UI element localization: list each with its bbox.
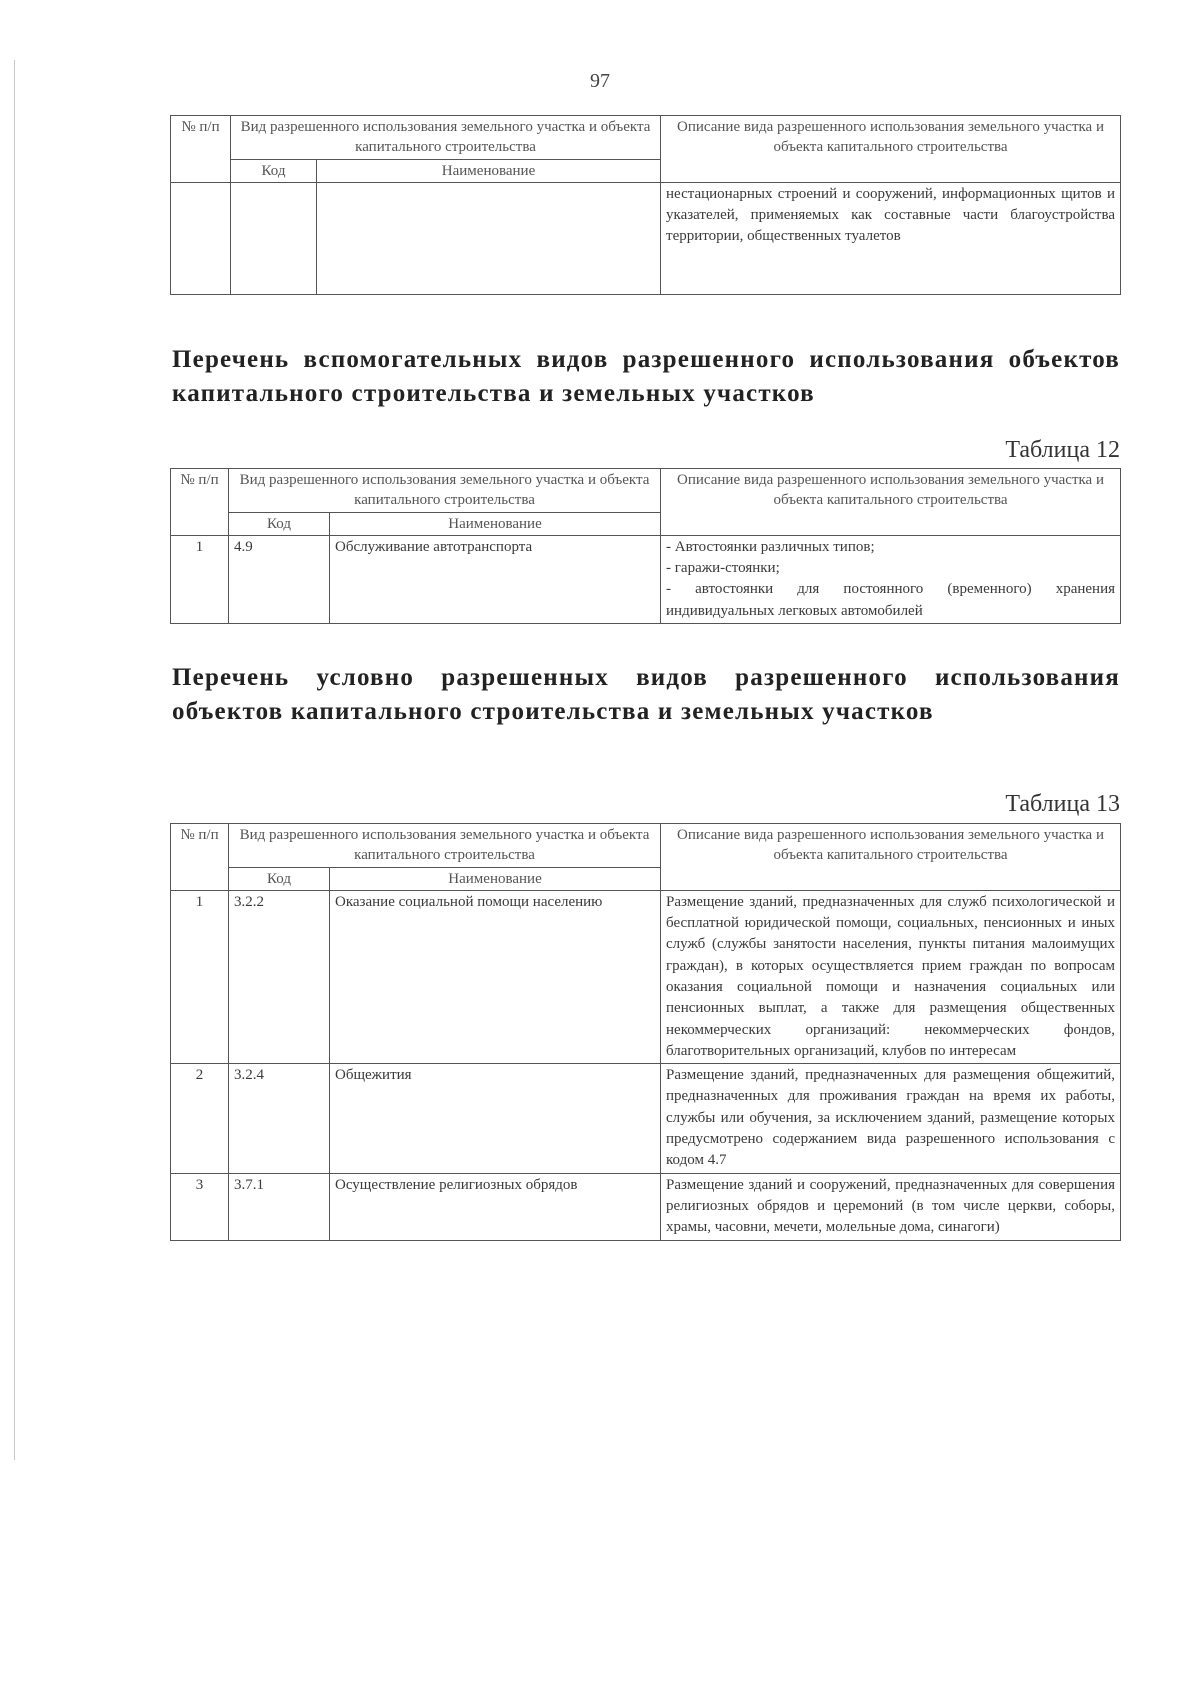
row-number: 1 [171, 890, 229, 1063]
row-name: Общежития [330, 1064, 661, 1173]
page-number: 97 [590, 70, 610, 92]
row-number [171, 182, 231, 294]
header-description: Описание вида разрешенного использования земельного участка и объекта капитального строительства [661, 469, 1121, 536]
row-name [317, 182, 661, 294]
row-name: Обслуживание автотранспорта [330, 535, 661, 623]
table-row [171, 182, 1121, 294]
table-12 [170, 468, 1121, 624]
row-description: Размещение зданий и сооружений, предназначенных для совершения религиозных обрядов и церемоний (в том числе церкви, соборы, храмы, часовни, мечети, молельные дома, синагоги) [661, 1173, 1121, 1240]
continued-table [170, 115, 1121, 295]
table-row [171, 1173, 1121, 1240]
row-description: Размещение зданий, предназначенных для служб психологической и бесплатной юридической помощи, социальных, пенсионных и иных служб (службы занятости населения, пункты питания малоимущих граждан), в которых осуществляется прием граждан по вопросам оказания социальной помощи и назначения социальных или пенсионных выплат, а также для размещения общественных некоммерческих организаций: некоммерческих фондов, благотворительных организаций, клубов по интересам [661, 890, 1121, 1063]
row-number: 3 [171, 1173, 229, 1240]
row-description: Размещение зданий, предназначенных для размещения общежитий, предназначенных для проживания граждан на время их работы, службы или обучения, за исключением зданий, размещение которых предусмотрено содержанием вида разрешенного использования с кодом 4.7 [661, 1064, 1121, 1173]
scan-edge-line [14, 60, 15, 1460]
description-line: - автостоянки для постоянного (временного) хранения индивидуальных легковых автомобилей [666, 581, 1116, 619]
section-title-auxiliary: Перечень вспомогательных видов разрешенного использования объектов капитального строительства и земельных участков [172, 346, 1120, 407]
description-line: - Автостоянки различных типов; [666, 538, 875, 555]
header-num: № п/п [171, 824, 229, 891]
table-row [171, 890, 1121, 1063]
header-description: Описание вида разрешенного использования земельного участка и объекта капитального строительства [661, 116, 1121, 183]
row-description [661, 535, 1121, 623]
header-code: Код [231, 159, 317, 182]
row-description: нестационарных строений и сооружений, информационных щитов и указателей, применяемых как составные части благоустройства территории, общественных туалетов [661, 182, 1121, 294]
header-name: Наименование [330, 512, 661, 535]
row-code: 3.2.4 [229, 1064, 330, 1173]
header-code: Код [229, 867, 330, 890]
row-name: Оказание социальной помощи населению [330, 890, 661, 1063]
header-type-group: Вид разрешенного использования земельного участка и объекта капитального строительства [229, 469, 661, 513]
description-line: - гаражи-стоянки; [666, 560, 780, 577]
table-row [171, 535, 1121, 623]
header-code: Код [229, 512, 330, 535]
header-name: Наименование [317, 159, 661, 182]
row-code: 3.7.1 [229, 1173, 330, 1240]
row-name: Осуществление религиозных обрядов [330, 1173, 661, 1240]
table-13-label: Таблица 13 [1005, 791, 1120, 817]
table-12-label: Таблица 12 [1005, 437, 1120, 463]
row-number: 2 [171, 1064, 229, 1173]
section-title-conditional: Перечень условно разрешенных видов разрешенного использования объектов капитального строительства и земельных участков [172, 664, 1120, 725]
header-type-group: Вид разрешенного использования земельного участка и объекта капитального строительства [231, 116, 661, 160]
row-code: 4.9 [229, 535, 330, 623]
row-number: 1 [171, 535, 229, 623]
row-code: 3.2.2 [229, 890, 330, 1063]
header-description: Описание вида разрешенного использования земельного участка и объекта капитального строительства [661, 824, 1121, 891]
header-type-group: Вид разрешенного использования земельного участка и объекта капитального строительства [229, 824, 661, 868]
header-num: № п/п [171, 116, 231, 183]
table-row [171, 1064, 1121, 1173]
header-num: № п/п [171, 469, 229, 536]
table-13 [170, 823, 1121, 1241]
row-code [231, 182, 317, 294]
header-name: Наименование [330, 867, 661, 890]
